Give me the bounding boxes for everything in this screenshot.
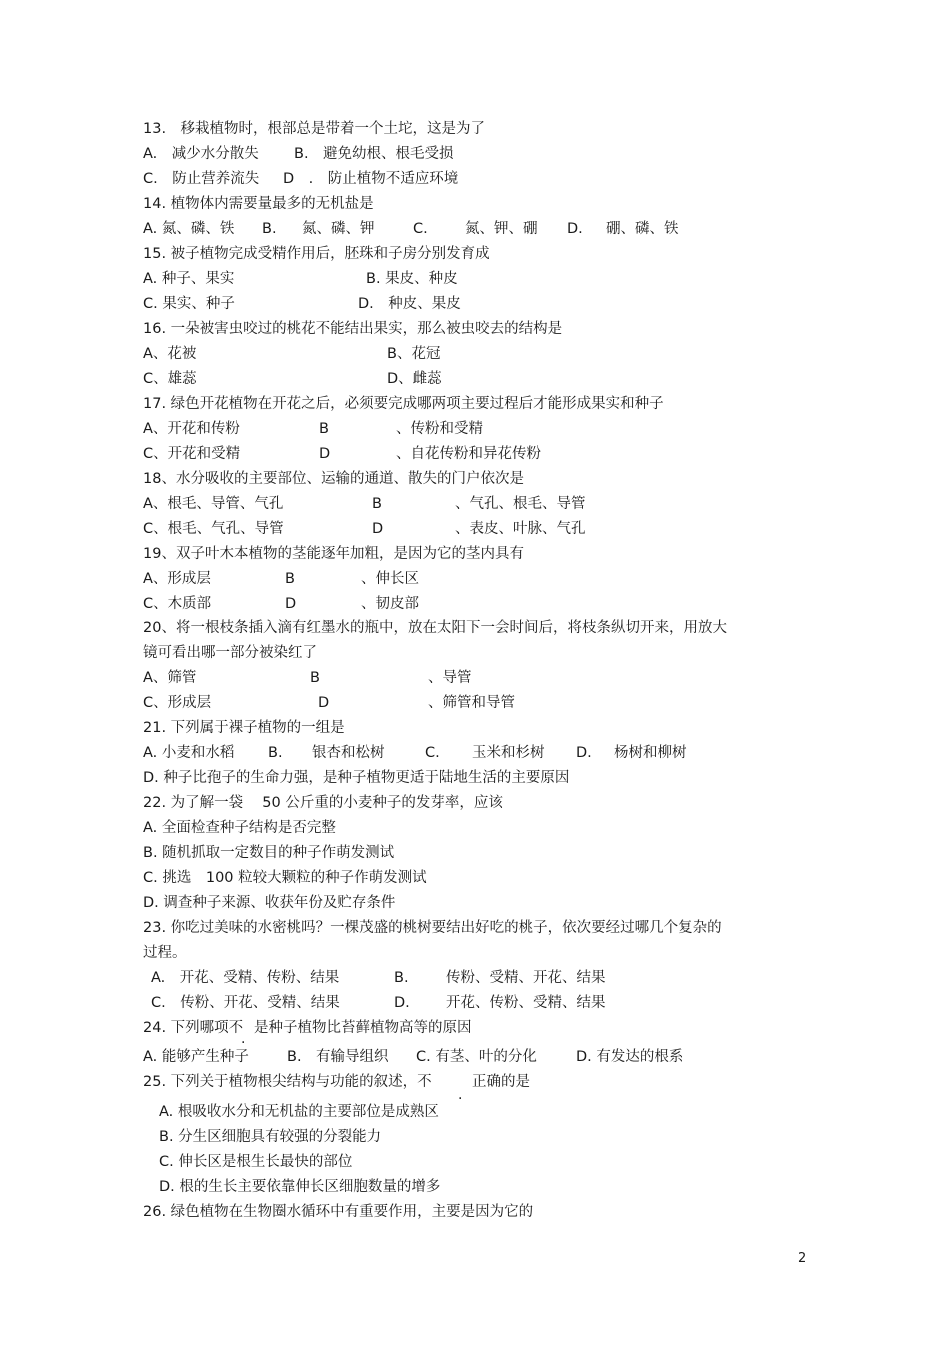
option-b-letter: B — [372, 496, 382, 512]
option-a: A. 能够产生种子 — [143, 1049, 249, 1065]
option-b-text: 、伸长区 — [361, 571, 419, 587]
option-d-letter: D — [372, 521, 384, 537]
option-a: A. 氮、磷、铁 — [143, 221, 235, 237]
option-c: C、形成层 — [143, 695, 212, 711]
option-c: C、雄蕊 — [143, 371, 197, 387]
option-c-letter: C. — [425, 745, 440, 761]
option-c: C. 传粉、开花、受精、结果 — [151, 995, 340, 1011]
emphasis-dot: . — [241, 1031, 246, 1047]
option-c: C. 果实、种子 — [143, 296, 235, 312]
option-d-text: 硼、磷、铁 — [606, 221, 679, 237]
option-d-letter: D — [318, 695, 330, 711]
option-b-letter: B — [319, 421, 329, 437]
option-a: A. 开花、受精、传粉、结果 — [151, 970, 340, 986]
option-d-text: 、自花传粉和异花传粉 — [396, 446, 541, 462]
option-b: B、花冠 — [387, 346, 441, 362]
page-number: 2 — [798, 1251, 807, 1266]
option-b: B. 有输导组织 — [287, 1049, 389, 1065]
option-d-letter: D — [285, 596, 297, 612]
option-d-text: 、表皮、叶脉、气孔 — [455, 521, 586, 537]
option-b: B. 避免幼根、根毛受损 — [294, 146, 454, 162]
option-b: B. 果皮、种皮 — [366, 271, 458, 287]
option-a: A、花被 — [143, 346, 197, 362]
option-b-text: 传粉、受精、开花、结果 — [446, 970, 606, 986]
option-d-letter: D. — [394, 995, 410, 1011]
option-d: D、雌蕊 — [387, 371, 442, 387]
option-b-text: 、传粉和受精 — [396, 421, 483, 437]
option-d: D. 有发达的根系 — [576, 1049, 684, 1065]
option-b-letter: B. — [262, 221, 277, 237]
option-c: C. 有茎、叶的分化 — [416, 1049, 537, 1065]
option-a: A. 减少水分散失 — [143, 146, 259, 162]
option-d-text: 开花、传粉、受精、结果 — [446, 995, 606, 1011]
option-a: A. 种子、果实 — [143, 271, 235, 287]
emphasis-dot: . — [458, 1087, 463, 1103]
option-d: D . 防止植物不适应环境 — [283, 171, 459, 187]
option-a: A、筛管 — [143, 670, 197, 686]
option-b-text: 银杏和松树 — [312, 745, 385, 761]
option-d-letter: D. — [567, 221, 583, 237]
option-d-letter: D — [319, 446, 331, 462]
option-c: C、木质部 — [143, 596, 212, 612]
option-b-text: 、导管 — [428, 670, 472, 686]
option-b-text: 氮、磷、钾 — [302, 221, 375, 237]
option-b-letter: B — [310, 670, 320, 686]
option-b-letter: B — [285, 571, 295, 587]
option-d-text: 杨树和柳树 — [614, 745, 687, 761]
option-d: D. 种皮、果皮 — [358, 296, 461, 312]
option-b-letter: B. — [394, 970, 409, 986]
option-a: A、形成层 — [143, 571, 211, 587]
option-b-letter: B. — [268, 745, 283, 761]
option-d-text: 、韧皮部 — [361, 596, 419, 612]
option-a: A. 小麦和水稻 — [143, 745, 235, 761]
option-a: A、开花和传粉 — [143, 421, 240, 437]
option-c-letter: C. — [413, 221, 428, 237]
option-c-text: 氮、钾、硼 — [465, 221, 538, 237]
option-c: C. 防止营养流失 — [143, 171, 260, 187]
option-b-text: 、气孔、根毛、导管 — [455, 496, 586, 512]
option-c: C、开花和受精 — [143, 446, 241, 462]
option-a: A、根毛、导管、气孔 — [143, 496, 284, 512]
option-c-text: 玉米和杉树 — [472, 745, 545, 761]
option-d-text: 、筛管和导管 — [428, 695, 515, 711]
option-c: C、根毛、气孔、导管 — [143, 521, 284, 537]
option-d-letter: D. — [576, 745, 592, 761]
